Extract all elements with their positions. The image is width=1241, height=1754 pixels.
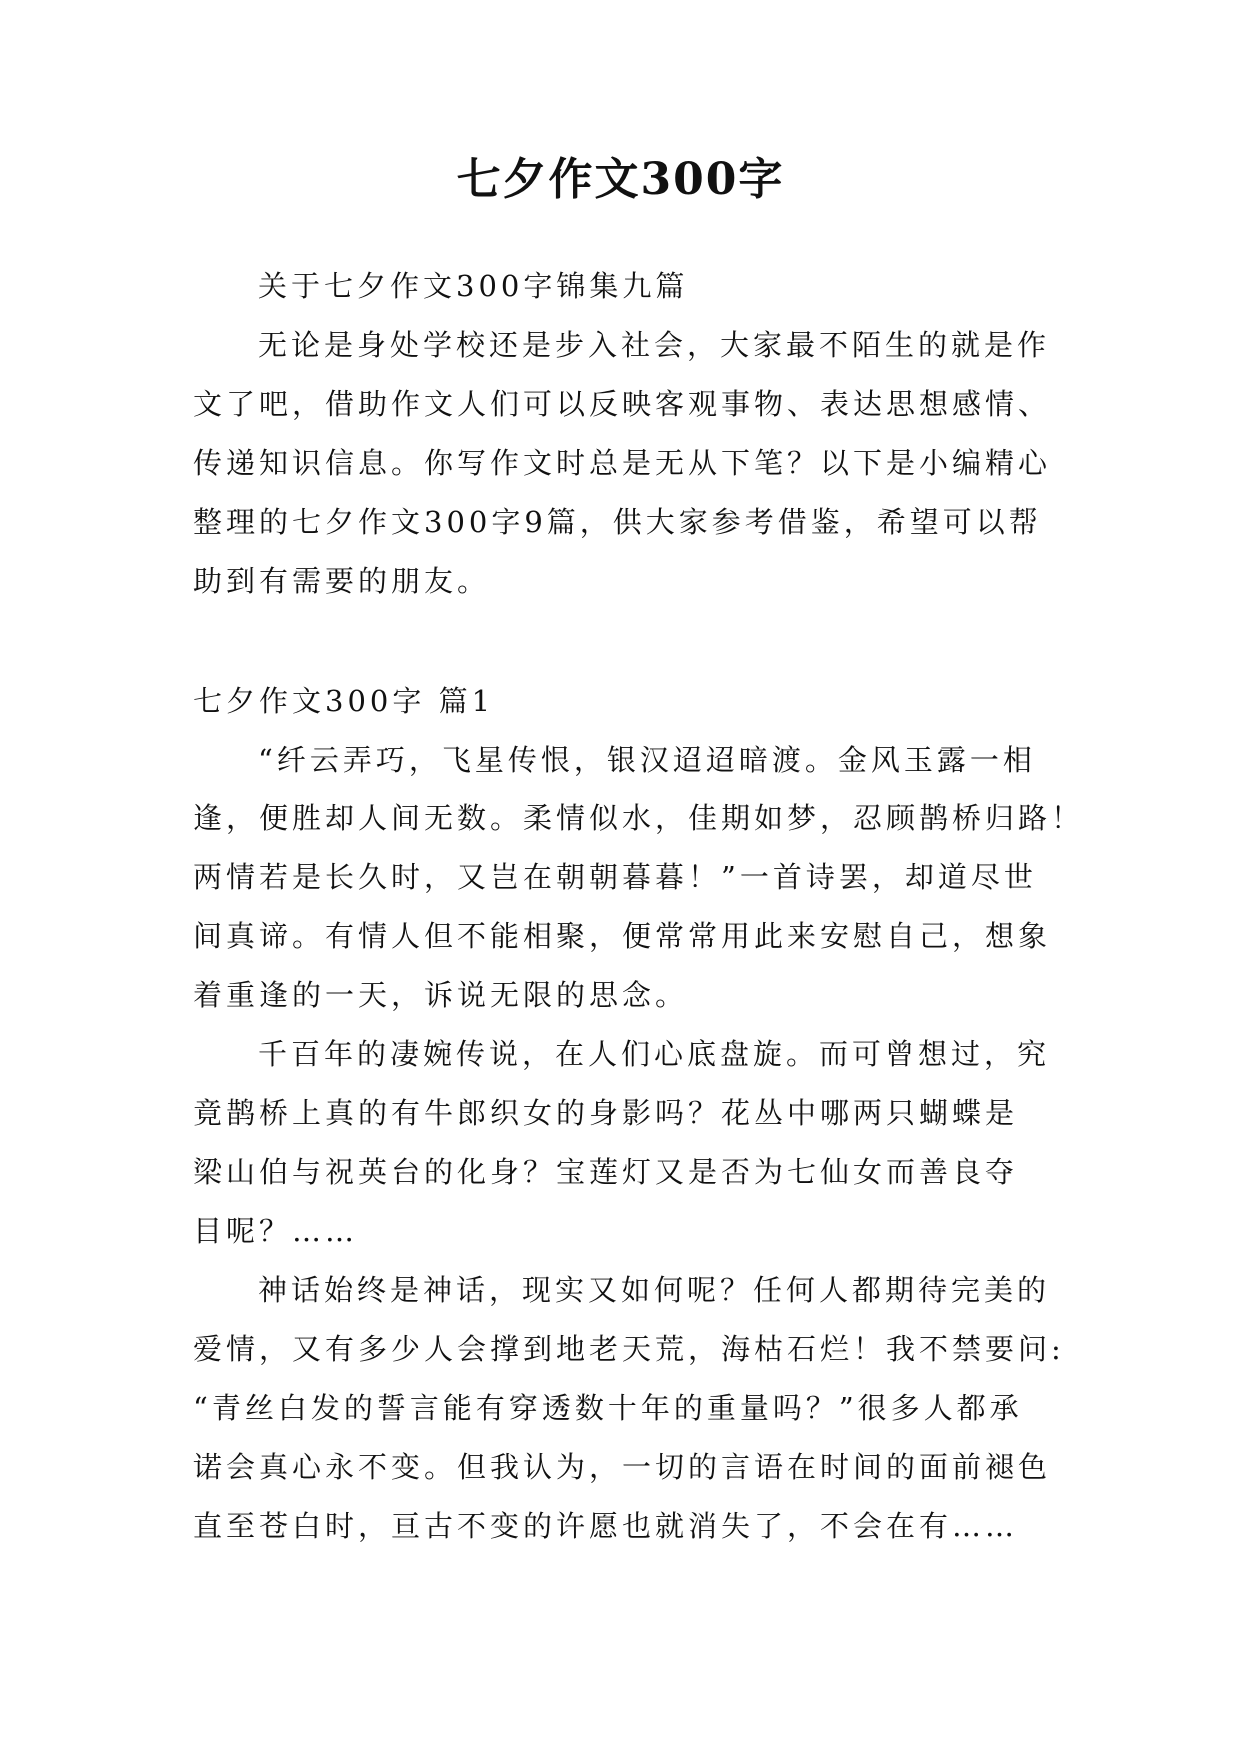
paragraph-line: 神话始终是神话，现实又如何呢？任何人都期待完美的 xyxy=(258,1273,1051,1307)
document-title: 七夕作文300字 xyxy=(456,154,785,205)
paragraph-line: 间真谛。有情人但不能相聚，便常常用此来安慰自己，想象 xyxy=(193,919,1052,953)
intro-line: 助到有需要的朋友。 xyxy=(193,564,491,598)
paragraph-line: “纤云弄巧，飞星传恨，银汉迢迢暗渡。金风玉露一相 xyxy=(258,743,1036,777)
paragraph-line: 诺会真心永不变。但我认为，一切的言语在时间的面前褪色 xyxy=(193,1450,1052,1484)
paragraph-line: 竟鹊桥上真的有牛郎织女的身影吗？花丛中哪两只蝴蝶是 xyxy=(193,1096,1019,1130)
paragraph-line: 直至苍白时，亘古不变的许愿也就消失了，不会在有…… xyxy=(193,1509,1019,1543)
intro-line: 无论是身处学校还是步入社会，大家最不陌生的就是作 xyxy=(258,328,1051,362)
paragraph-line: 爱情，又有多少人会撑到地老天荒，海枯石烂！我不禁要问: xyxy=(193,1332,1065,1366)
paragraph-line: 着重逢的一天，诉说无限的思念。 xyxy=(193,978,689,1012)
paragraph-line: 逢，便胜却人间无数。柔情似水，佳期如梦，忍顾鹊桥归路！ xyxy=(193,801,1085,835)
paragraph-line: “青丝白发的誓言能有穿透数十年的重量吗？”很多人都承 xyxy=(193,1391,1023,1425)
intro-line: 文了吧，借助作文人们可以反映客观事物、表达思想感情、 xyxy=(193,387,1052,421)
intro-line: 传递知识信息。你写作文时总是无从下笔？以下是小编精心 xyxy=(193,446,1052,480)
paragraph-line: 梁山伯与祝英台的化身？宝莲灯又是否为七仙女而善良夺 xyxy=(193,1155,1019,1189)
paragraph-line: 两情若是长久时，又岂在朝朝暮暮！”一首诗罢，却道尽世 xyxy=(193,860,1037,894)
intro-line: 整理的七夕作文300字9篇，供大家参考借鉴，希望可以帮 xyxy=(193,505,1042,539)
paragraph-line: 目呢？…… xyxy=(193,1214,359,1248)
paragraph-line: 千百年的凄婉传说，在人们心底盘旋。而可曾想过，究 xyxy=(258,1037,1051,1071)
section-heading: 七夕作文300字 篇1 xyxy=(193,684,495,718)
intro-heading: 关于七夕作文300字锦集九篇 xyxy=(258,269,689,303)
